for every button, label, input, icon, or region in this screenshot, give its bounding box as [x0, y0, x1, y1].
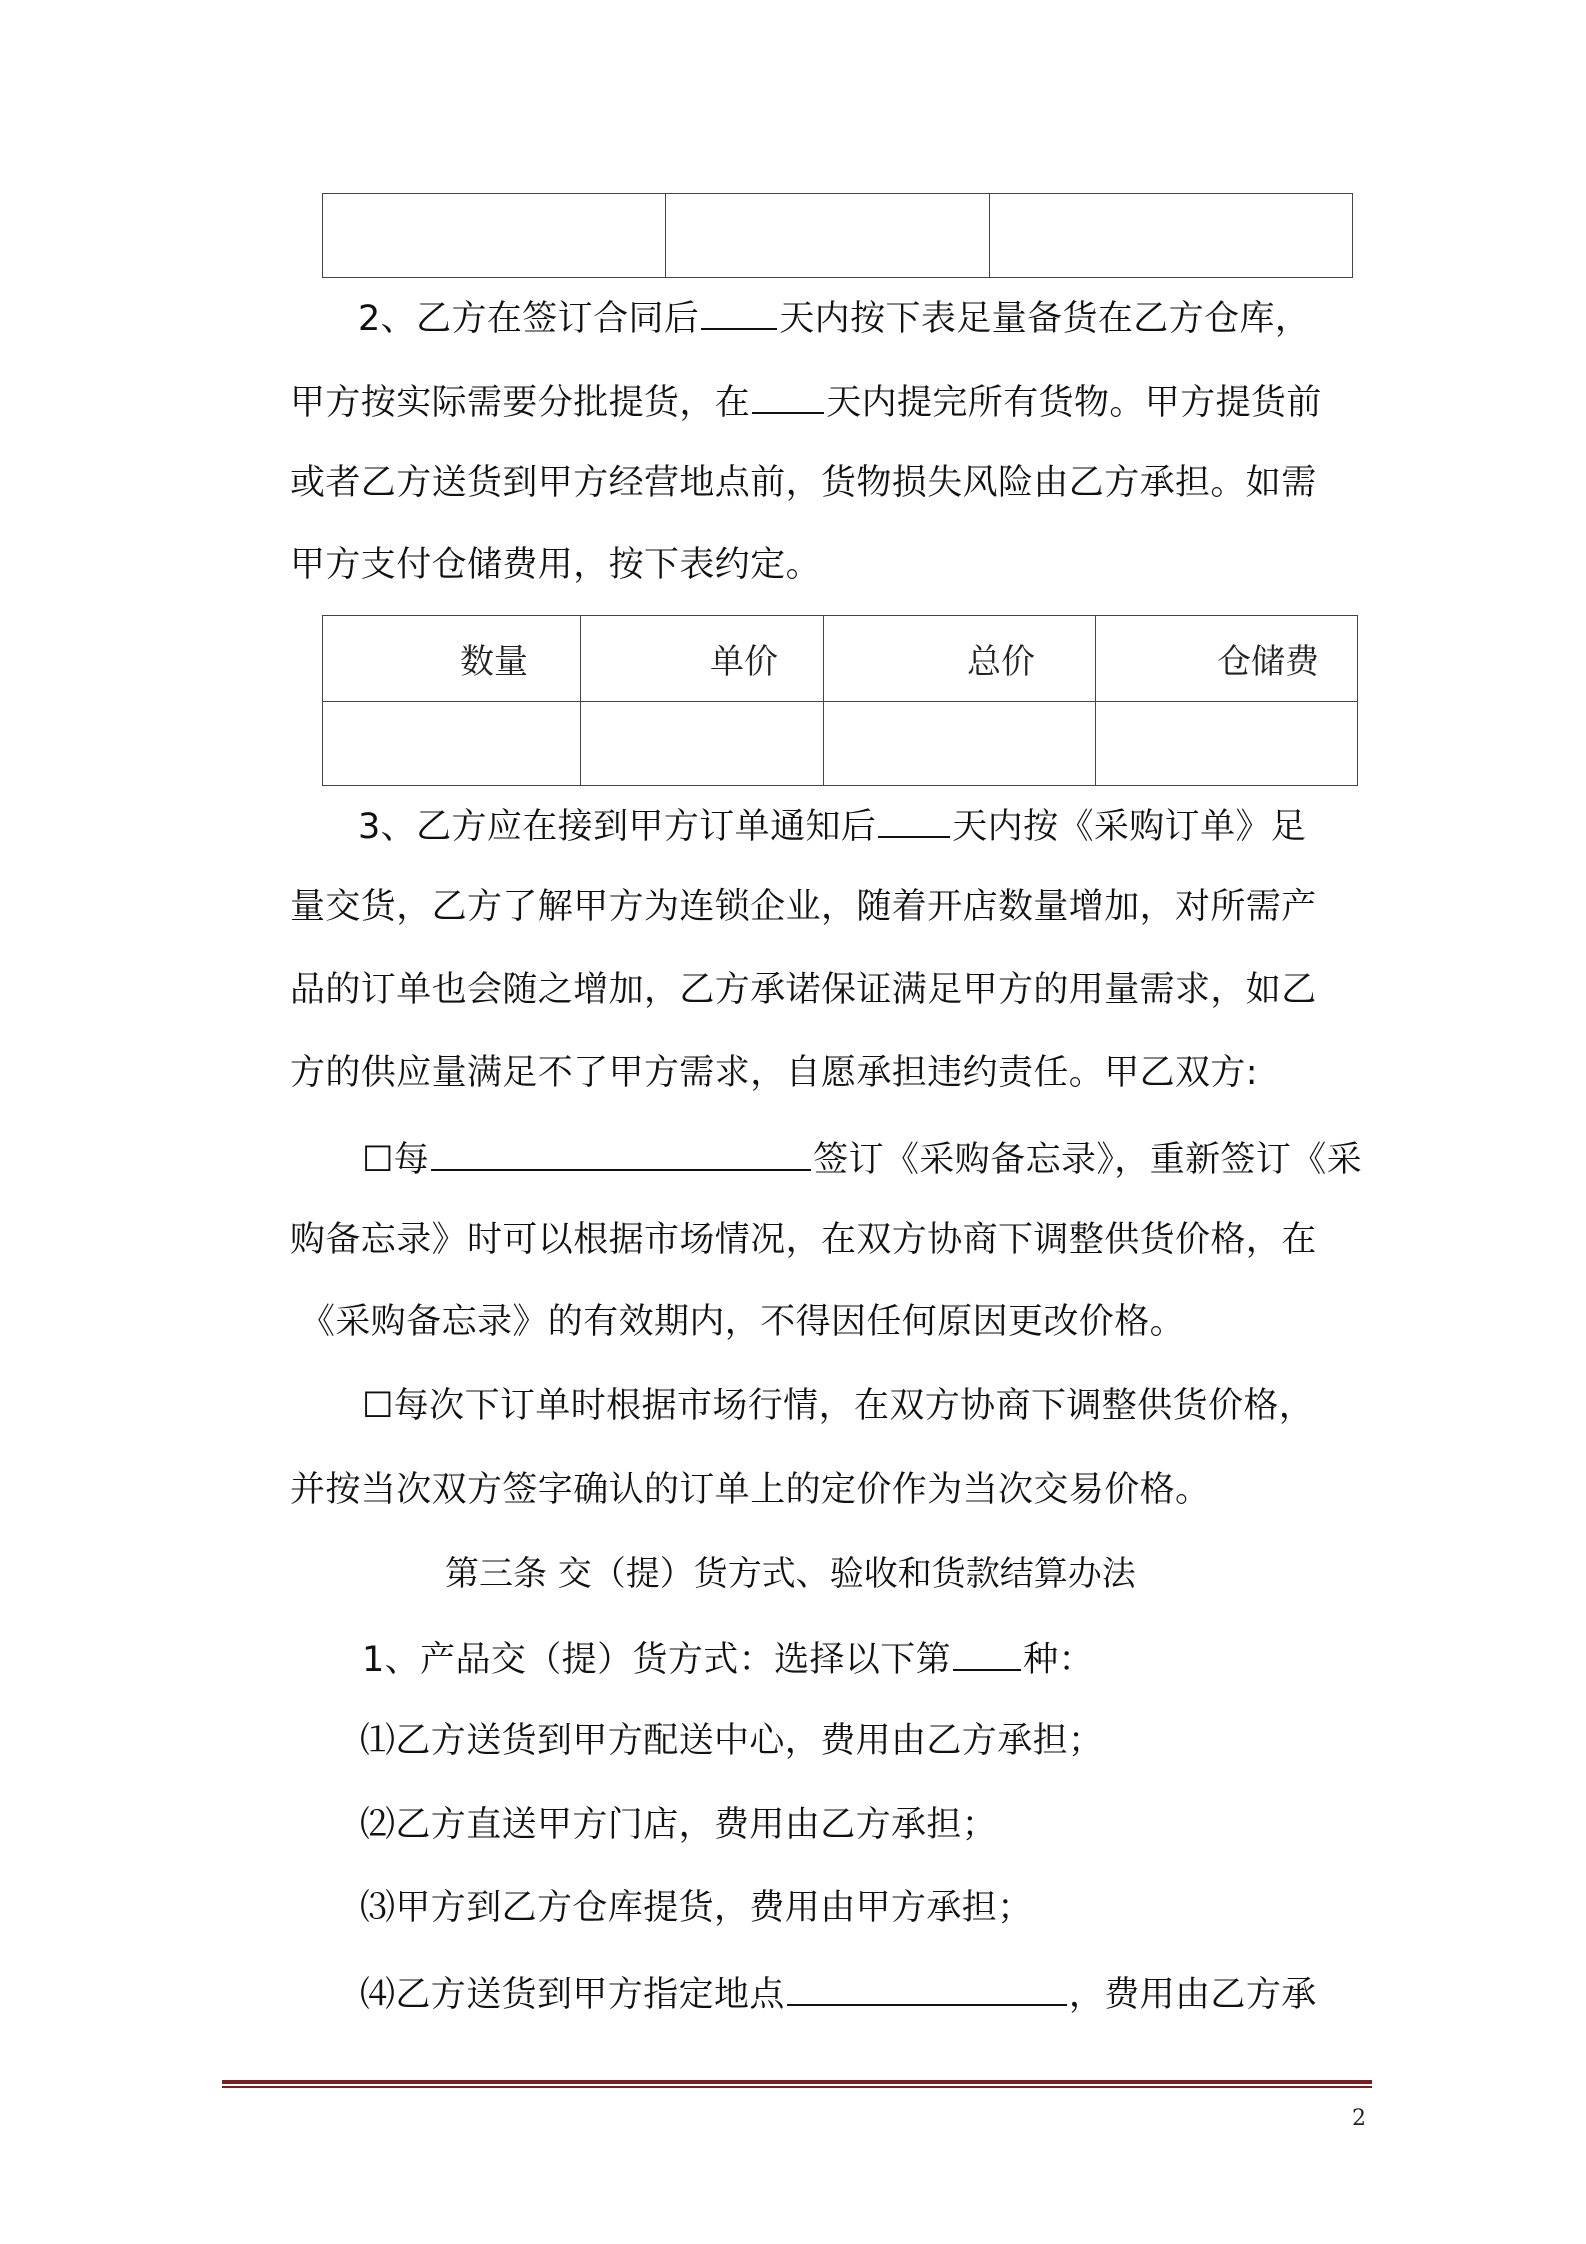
article3-heading: 第三条 交（提）货方式、验收和货款结算办法	[445, 1554, 1136, 1594]
text: 甲方按实际需要分批提货，在	[290, 383, 751, 423]
header-storage-fee	[1096, 616, 1358, 702]
delivery-method-2: ⑵乙方直送甲方门店，费用由乙方承担；	[360, 1805, 998, 1845]
text: 天内按《采购订单》足	[952, 807, 1307, 847]
header-unit-price	[581, 616, 824, 702]
option2-line1: ☐每次下订单时根据市场行情，在双方协商下调整供货价格，	[362, 1386, 1315, 1426]
delivery-method-1: ⑴乙方送货到甲方配送中心，费用由乙方承担；	[360, 1721, 1104, 1761]
para2-line4: 甲方支付仓储费用，按下表约定。	[290, 545, 822, 585]
para3-line1	[358, 800, 1306, 851]
para3-line3: 品的订单也会随之增加，乙方承诺保证满足甲方的用量需求，如乙	[290, 970, 1317, 1010]
fill-blank	[752, 376, 824, 414]
option1-line1	[362, 1133, 1362, 1184]
text: 仓储费	[1217, 642, 1319, 682]
text: 单价	[710, 642, 778, 682]
para2-line1	[358, 292, 1310, 343]
fill-blank	[878, 800, 950, 838]
table-cell	[990, 194, 1353, 278]
text: 种：	[1023, 1640, 1094, 1680]
article3-item1	[362, 1633, 1094, 1684]
text: 天内按下表足量备货在乙方仓库，	[779, 299, 1311, 339]
text: 1、产品交（提）货方式：选择以下第	[362, 1640, 952, 1680]
header-total-price	[824, 616, 1096, 702]
delivery-method-3: ⑶甲方到乙方仓库提货，费用由甲方承担；	[360, 1888, 1033, 1928]
text: 2、乙方在签订合同后	[358, 299, 700, 339]
top-table	[322, 193, 1353, 278]
para3-line4: 方的供应量满足不了甲方需求，自愿承担违约责任。甲乙双方:	[290, 1053, 1258, 1093]
footer-rule	[222, 2080, 1372, 2088]
fill-blank	[953, 1633, 1021, 1671]
text: 天内提完所有货物。甲方提货前	[826, 383, 1322, 423]
para3-line2: 量交货，乙方了解甲方为连锁企业，随着开店数量增加，对所需产	[290, 887, 1317, 927]
text: 3、乙方应在接到甲方订单通知后	[358, 807, 877, 847]
table-cell	[323, 702, 581, 786]
para2-line2	[290, 376, 1322, 427]
fill-blank	[701, 292, 777, 330]
fill-blank	[787, 1968, 1067, 2006]
table-cell	[666, 194, 990, 278]
table-cell	[323, 194, 666, 278]
storage-fee-table	[322, 615, 1358, 786]
fill-blank	[431, 1133, 811, 1171]
text: 总价	[967, 642, 1035, 682]
option2-line2: 并按当次双方签字确认的订单上的定价作为当次交易价格。	[290, 1470, 1211, 1510]
option1-line2: 购备忘录》时可以根据市场情况，在双方协商下调整供货价格，在	[290, 1220, 1317, 1260]
option1-line3: 《采购备忘录》的有效期内，不得因任何原因更改价格。	[300, 1302, 1186, 1342]
table-cell	[581, 702, 824, 786]
checkbox-label: ☐每	[362, 1140, 430, 1180]
footer-rule-thin	[222, 2086, 1372, 2088]
table-cell	[824, 702, 1096, 786]
page-number: 2	[1352, 2106, 1366, 2131]
text: ，费用由乙方承	[1068, 1975, 1317, 2015]
text: 数量	[460, 642, 528, 682]
footer-rule-thick	[222, 2080, 1372, 2084]
text: ⑷乙方送货到甲方指定地点	[360, 1975, 785, 2015]
delivery-method-4	[360, 1968, 1317, 2019]
table-cell	[1096, 702, 1358, 786]
para2-line3: 或者乙方送货到甲方经营地点前，货物损失风险由乙方承担。如需	[290, 463, 1317, 503]
header-quantity	[323, 616, 581, 702]
text: 签订《采购备忘录》，重新签订《采	[813, 1140, 1363, 1180]
